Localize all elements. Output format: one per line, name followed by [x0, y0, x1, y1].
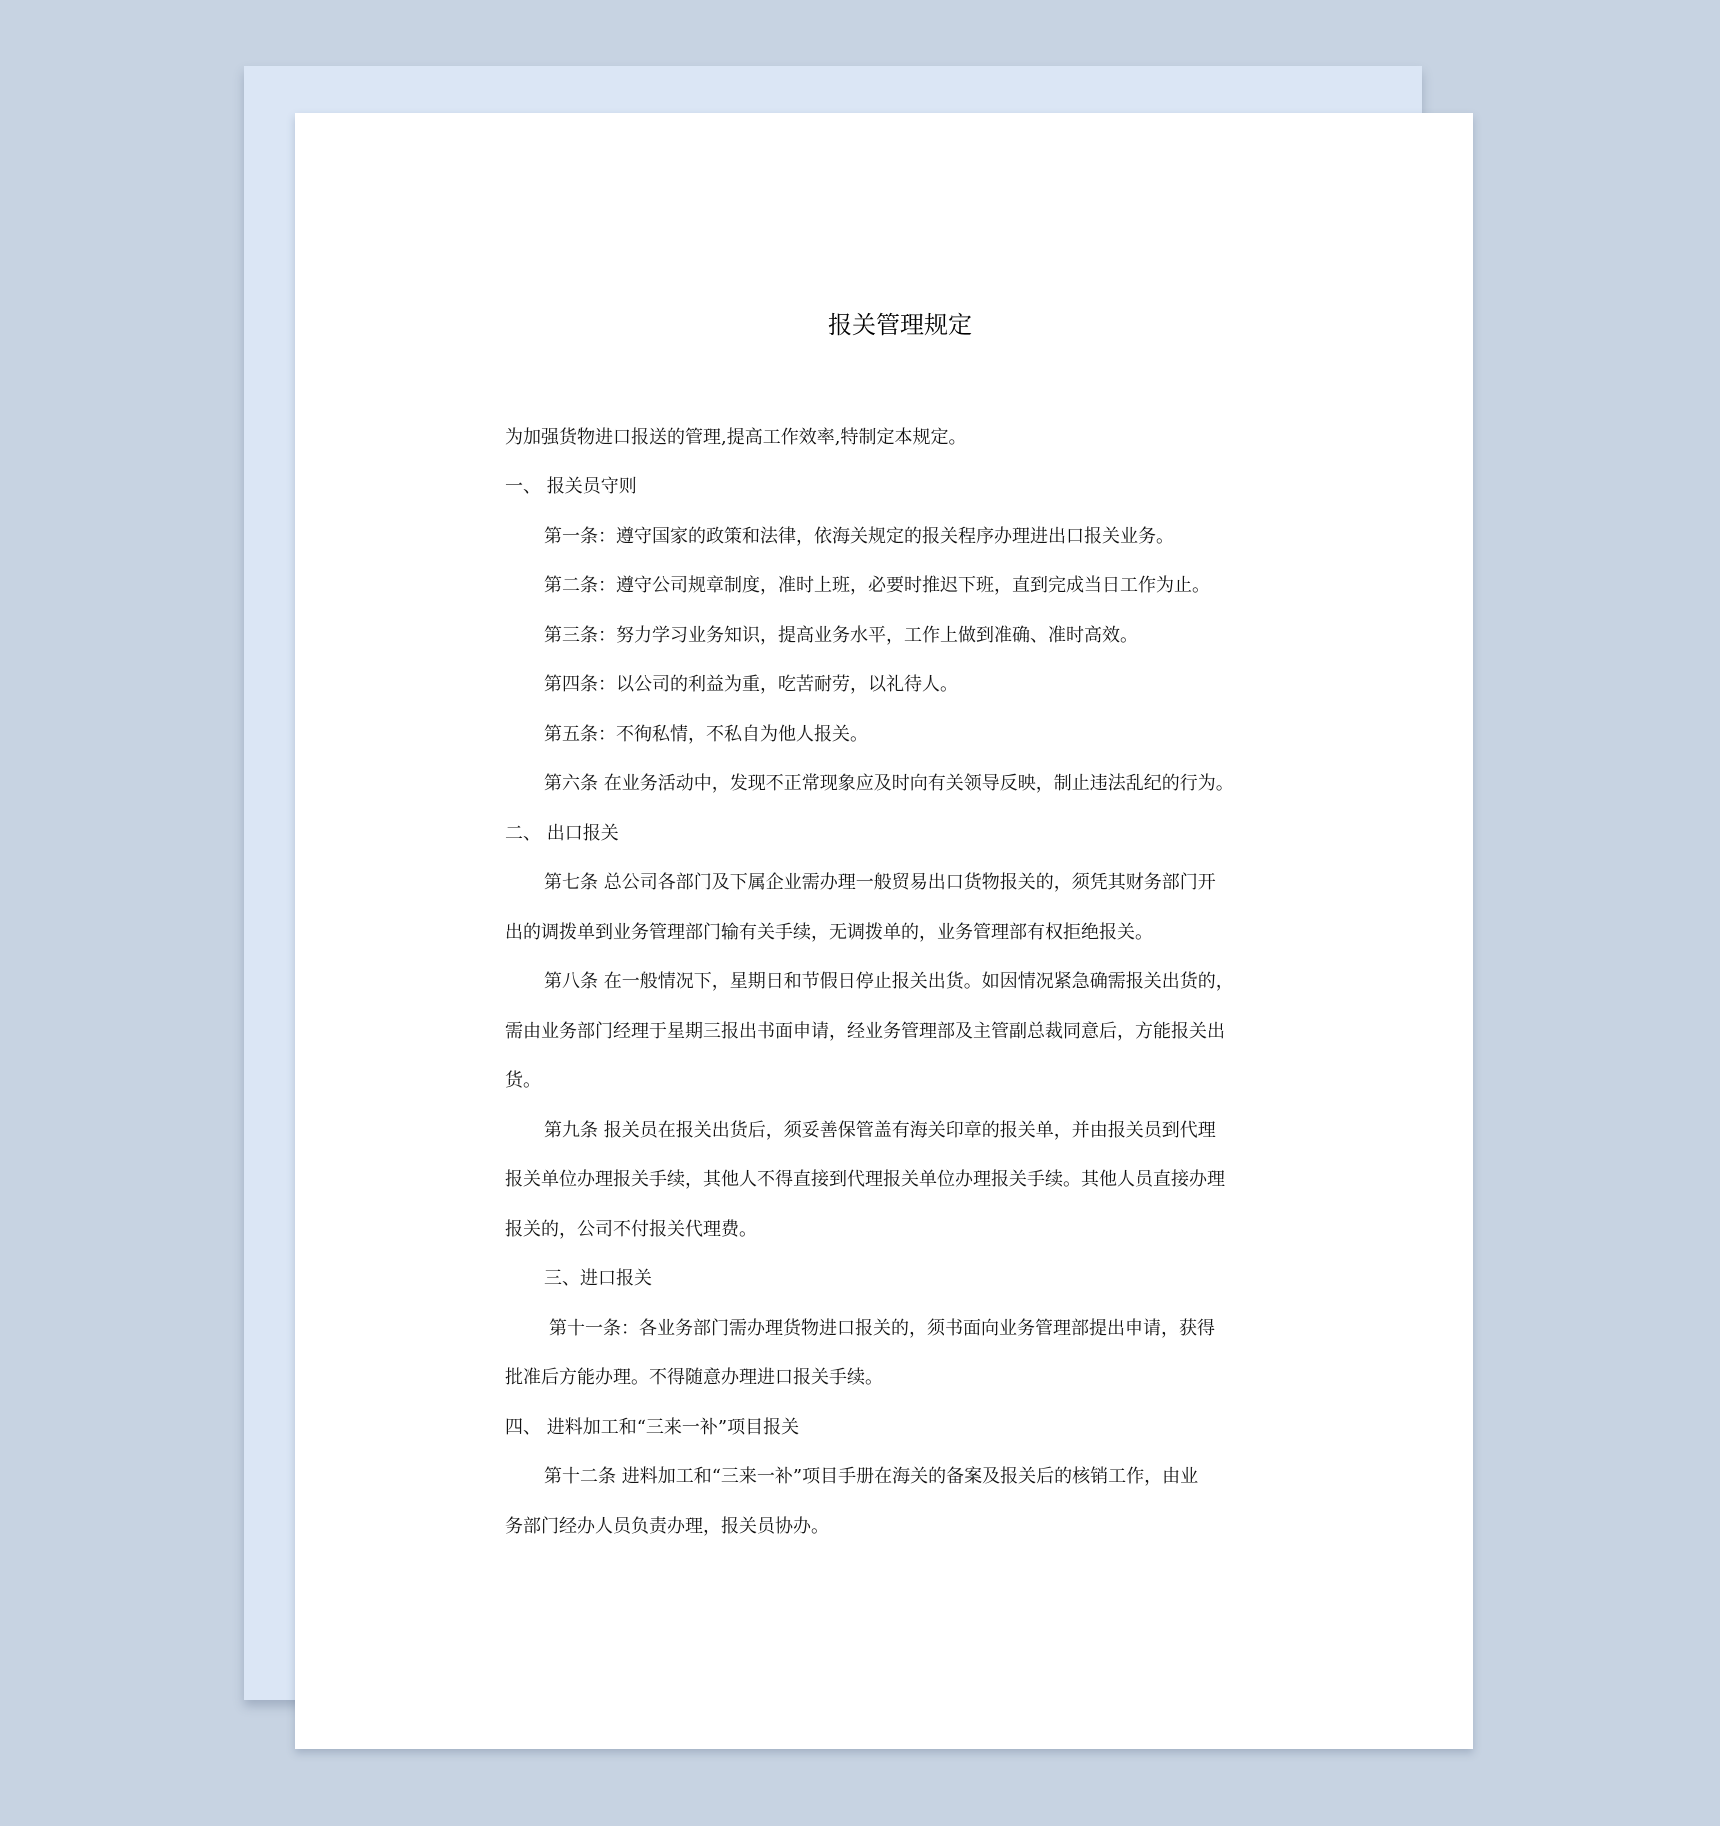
article-line: 第三条：努力学习业务知识，提高业务水平，工作上做到准确、准时高效。	[544, 625, 1138, 646]
section-heading: 一、 报关员守则	[505, 476, 637, 497]
article-line: 报关的，公司不付报关代理费。	[505, 1219, 757, 1240]
article-line: 第六条 在业务活动中，发现不正常现象应及时向有关领导反映，制止违法乱纪的行为。	[544, 773, 1234, 794]
article-line: 务部门经办人员负责办理，报关员协办。	[505, 1516, 829, 1537]
document-title: 报关管理规定	[828, 311, 972, 339]
article-line: 报关单位办理报关手续，其他人不得直接到代理报关单位办理报关手续。其他人员直接办理	[505, 1169, 1225, 1190]
article-line: 货。	[505, 1070, 541, 1091]
article-line: 第七条 总公司各部门及下属企业需办理一般贸易出口货物报关的，须凭其财务部门开	[544, 872, 1216, 893]
article-line: 第十二条 进料加工和“三来一补”项目手册在海关的备案及报关后的核销工作，由业	[544, 1466, 1199, 1487]
document-page	[295, 113, 1473, 1749]
article-line: 第四条：以公司的利益为重，吃苦耐劳，以礼待人。	[544, 674, 958, 695]
article-line: 第八条 在一般情况下，星期日和节假日停止报关出货。如因情况紧急确需报关出货的，	[544, 971, 1234, 992]
section-heading: 三、进口报关	[544, 1268, 652, 1289]
article-line: 第一条：遵守国家的政策和法律，依海关规定的报关程序办理进出口报关业务。	[544, 526, 1174, 547]
article-line: 批准后方能办理。不得随意办理进口报关手续。	[505, 1367, 883, 1388]
article-line: 出的调拨单到业务管理部门输有关手续，无调拨单的，业务管理部有权拒绝报关。	[505, 922, 1153, 943]
article-line: 第九条 报关员在报关出货后，须妥善保管盖有海关印章的报关单，并由报关员到代理	[544, 1120, 1216, 1141]
article-line: 第十一条：各业务部门需办理货物进口报关的，须书面向业务管理部提出申请，获得	[549, 1318, 1215, 1339]
section-heading: 二、 出口报关	[505, 823, 619, 844]
article-line: 需由业务部门经理于星期三报出书面申请，经业务管理部及主管副总裁同意后，方能报关出	[505, 1021, 1225, 1042]
intro-paragraph: 为加强货物进口报送的管理,提高工作效率,特制定本规定。	[505, 427, 967, 448]
article-line: 第二条：遵守公司规章制度，准时上班，必要时推迟下班，直到完成当日工作为止。	[544, 575, 1210, 596]
section-heading: 四、 进料加工和“三来一补”项目报关	[505, 1417, 800, 1438]
article-line: 第五条：不徇私情，不私自为他人报关。	[544, 724, 868, 745]
